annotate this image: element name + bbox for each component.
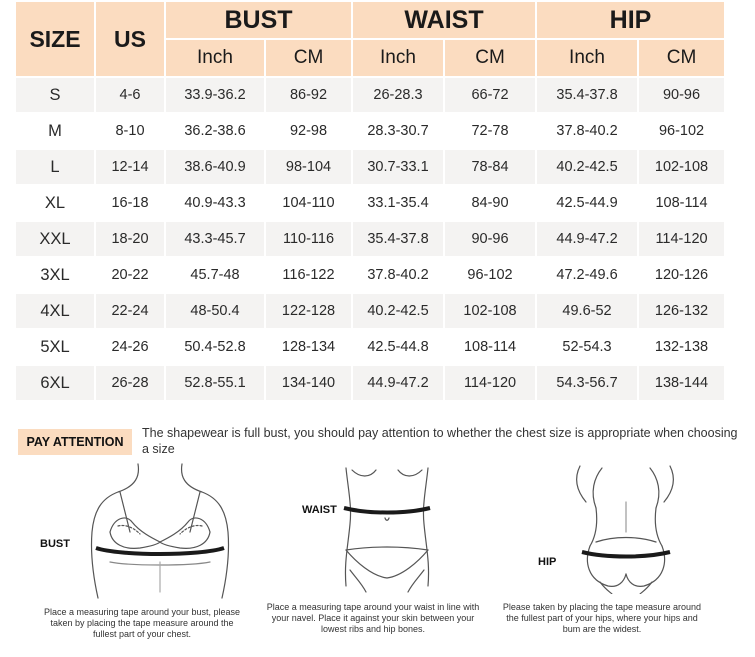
waist-inch-header: Inch (353, 40, 443, 76)
hip-cm-cell: 138-144 (639, 366, 724, 400)
table-row (16, 78, 724, 112)
size-cell: 4XL (16, 294, 94, 328)
size-cell: 6XL (16, 366, 94, 400)
hip-caption: Please taken by placing the tape measure around the fullest part of your hips, where your hips and bum are the widest. (502, 602, 702, 634)
table-body (16, 78, 724, 400)
waist-cm-cell: 78-84 (445, 150, 535, 184)
pay-attention-text: The shapewear is full bust, you should pay attention to whether the chest size is appropriate when choosing a size (142, 426, 738, 456)
table-row (16, 114, 724, 148)
size-cell: XXL (16, 222, 94, 256)
table-row (16, 330, 724, 364)
size-cell: 3XL (16, 258, 94, 292)
table-row (16, 258, 724, 292)
bust-cm-cell: 86-92 (266, 78, 351, 112)
bust-inch-cell: 50.4-52.8 (166, 330, 264, 364)
waist-inch-cell: 37.8-40.2 (353, 258, 443, 292)
waist-cm-header: CM (445, 40, 535, 76)
hip-cm-cell: 90-96 (639, 78, 724, 112)
waist-inch-cell: 33.1-35.4 (353, 186, 443, 220)
hip-cm-cell: 120-126 (639, 258, 724, 292)
bust-group-header: BUST (166, 2, 351, 38)
us-cell: 12-14 (96, 150, 164, 184)
bust-cm-cell: 104-110 (266, 186, 351, 220)
us-cell: 20-22 (96, 258, 164, 292)
table-row (16, 366, 724, 400)
bust-cm-cell: 110-116 (266, 222, 351, 256)
hip-label: HIP (538, 556, 557, 568)
hip-inch-cell: 49.6-52 (537, 294, 637, 328)
us-cell: 16-18 (96, 186, 164, 220)
us-cell: 4-6 (96, 78, 164, 112)
waist-inch-cell: 35.4-37.8 (353, 222, 443, 256)
hip-tape-line (582, 552, 670, 557)
hip-inch-cell: 40.2-42.5 (537, 150, 637, 184)
bust-illustration (80, 462, 240, 600)
hip-cm-cell: 126-132 (639, 294, 724, 328)
table-row (16, 150, 724, 184)
hip-inch-cell: 44.9-47.2 (537, 222, 637, 256)
hip-cm-cell: 102-108 (639, 150, 724, 184)
hip-inch-header: Inch (537, 40, 637, 76)
waist-inch-cell: 28.3-30.7 (353, 114, 443, 148)
table-row (16, 186, 724, 220)
waist-label: WAIST (302, 504, 337, 516)
waist-inch-cell: 40.2-42.5 (353, 294, 443, 328)
table-row (16, 222, 724, 256)
hip-cm-cell: 96-102 (639, 114, 724, 148)
waist-cm-cell: 108-114 (445, 330, 535, 364)
hip-inch-cell: 37.8-40.2 (537, 114, 637, 148)
bust-inch-cell: 40.9-43.3 (166, 186, 264, 220)
bust-cm-cell: 116-122 (266, 258, 351, 292)
table-header-row (16, 2, 724, 38)
bust-tape-line (96, 548, 224, 554)
bust-caption: Place a measuring tape around your bust, please taken by placing the tape measure around the fullest part of your chest. (43, 607, 241, 639)
bust-inch-cell: 38.6-40.9 (166, 150, 264, 184)
size-cell: S (16, 78, 94, 112)
hip-group-header: HIP (537, 2, 724, 38)
hip-cm-cell: 114-120 (639, 222, 724, 256)
table-row (16, 294, 724, 328)
hip-cm-cell: 108-114 (639, 186, 724, 220)
bust-cm-cell: 134-140 (266, 366, 351, 400)
waist-cm-cell: 84-90 (445, 186, 535, 220)
bust-inch-cell: 36.2-38.6 (166, 114, 264, 148)
us-cell: 24-26 (96, 330, 164, 364)
waist-illustration (332, 466, 442, 596)
bust-inch-cell: 43.3-45.7 (166, 222, 264, 256)
waist-inch-cell: 42.5-44.8 (353, 330, 443, 364)
waist-figure (302, 466, 442, 596)
pay-attention-label: PAY ATTENTION (18, 429, 132, 455)
us-cell: 18-20 (96, 222, 164, 256)
us-cell: 22-24 (96, 294, 164, 328)
us-column-header: US (96, 2, 164, 76)
size-column-header: SIZE (16, 2, 94, 76)
waist-cm-cell: 72-78 (445, 114, 535, 148)
hip-inch-cell: 47.2-49.6 (537, 258, 637, 292)
bust-cm-cell: 92-98 (266, 114, 351, 148)
waist-inch-cell: 44.9-47.2 (353, 366, 443, 400)
waist-cm-cell: 66-72 (445, 78, 535, 112)
size-cell: 5XL (16, 330, 94, 364)
bust-cm-header: CM (266, 40, 351, 76)
size-cell: M (16, 114, 94, 148)
bust-inch-cell: 48-50.4 (166, 294, 264, 328)
us-cell: 8-10 (96, 114, 164, 148)
waist-group-header: WAIST (353, 2, 535, 38)
bust-cm-cell: 122-128 (266, 294, 351, 328)
hip-inch-cell: 52-54.3 (537, 330, 637, 364)
hip-figure (538, 462, 686, 594)
hip-inch-cell: 35.4-37.8 (537, 78, 637, 112)
waist-cm-cell: 102-108 (445, 294, 535, 328)
bust-cm-cell: 98-104 (266, 150, 351, 184)
waist-cm-cell: 114-120 (445, 366, 535, 400)
bust-inch-cell: 52.8-55.1 (166, 366, 264, 400)
bust-label: BUST (40, 538, 70, 550)
bust-inch-cell: 45.7-48 (166, 258, 264, 292)
hip-inch-cell: 42.5-44.9 (537, 186, 637, 220)
us-cell: 26-28 (96, 366, 164, 400)
hip-cm-header: CM (639, 40, 724, 76)
bust-inch-cell: 33.9-36.2 (166, 78, 264, 112)
hip-inch-cell: 54.3-56.7 (537, 366, 637, 400)
size-cell: L (16, 150, 94, 184)
bust-cm-cell: 128-134 (266, 330, 351, 364)
waist-cm-cell: 90-96 (445, 222, 535, 256)
waist-cm-cell: 96-102 (445, 258, 535, 292)
size-cell: XL (16, 186, 94, 220)
size-chart-table (14, 0, 726, 402)
hip-illustration (566, 462, 686, 594)
waist-tape-line (344, 508, 430, 513)
waist-inch-cell: 30.7-33.1 (353, 150, 443, 184)
bust-figure (40, 462, 240, 600)
waist-inch-cell: 26-28.3 (353, 78, 443, 112)
waist-caption: Place a measuring tape around your waist in line with your navel. Place it against your skin between your lowest ribs and hip bones. (266, 602, 480, 634)
bust-inch-header: Inch (166, 40, 264, 76)
hip-cm-cell: 132-138 (639, 330, 724, 364)
